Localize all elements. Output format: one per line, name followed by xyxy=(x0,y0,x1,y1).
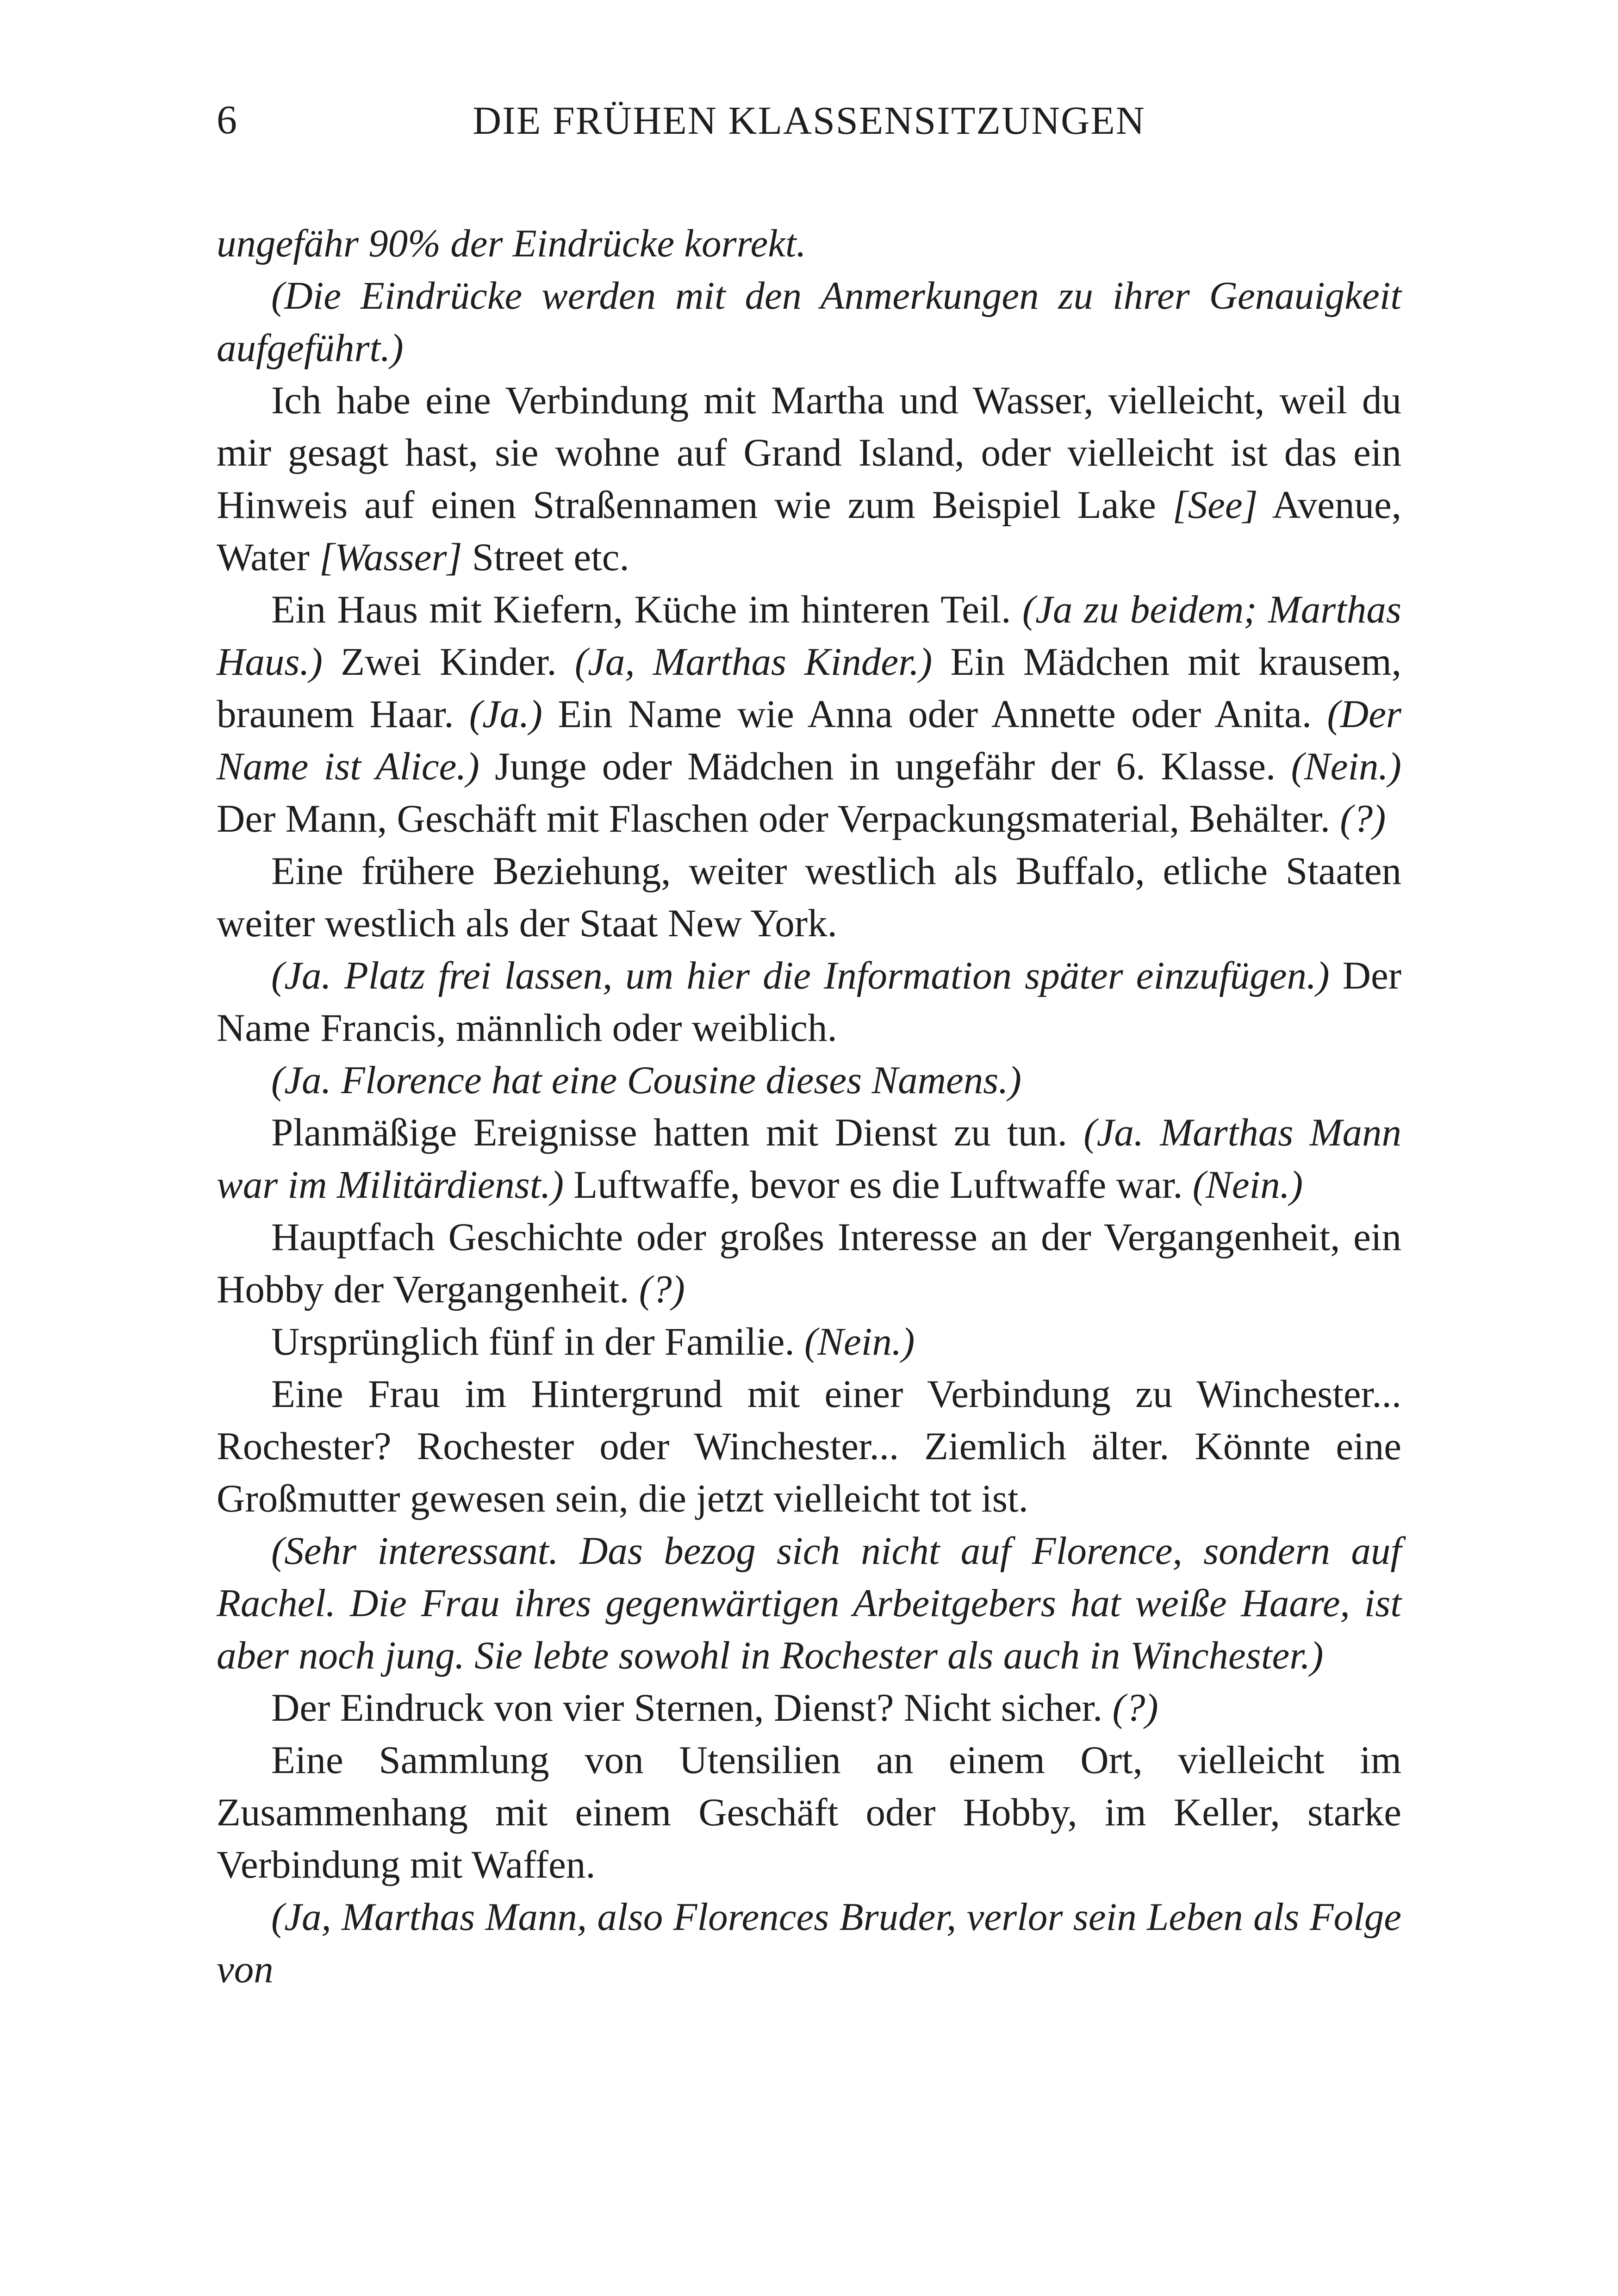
italic-annotation: (?) xyxy=(1112,1686,1158,1730)
text-segment: Eine Frau im Hintergrund mit einer Verbindung zu Winchester... Rochester? Rochester oder Winchester... Ziemlich älter. Könnte eine Großmutter gewesen sein, die jetzt vielleicht tot ist. xyxy=(217,1372,1401,1520)
body-text xyxy=(217,218,1401,1996)
text-segment: Street etc. xyxy=(462,535,629,579)
text-segment: Der Eindruck von vier Sternen, Dienst? Nicht sicher. xyxy=(271,1686,1113,1730)
italic-annotation: (Ja. Florence hat eine Cousine dieses Namens.) xyxy=(271,1058,1021,1102)
text-segment: Eine frühere Beziehung, weiter westlich als Buffalo, etliche Staaten weiter westlich als der Staat New York. xyxy=(217,849,1401,945)
italic-annotation: (Die Eindrücke werden mit den Anmerkungen zu ihrer Genauigkeit aufgeführt.) xyxy=(217,274,1401,370)
paragraph xyxy=(217,1107,1401,1211)
text-segment: Eine Sammlung von Utensilien an einem Ort, vielleicht im Zusammenhang mit einem Geschäft oder Hobby, im Keller, starke Verbindung mit Waffen. xyxy=(217,1738,1401,1886)
text-segment: Der Mann, Geschäft mit Flaschen oder Verpackungsmaterial, Behälter. xyxy=(217,797,1340,840)
paragraph xyxy=(217,374,1401,584)
italic-annotation: (Der Name ist Alice.) xyxy=(217,692,1401,788)
italic-annotation: (Ja, Marthas Mann, also Florences Bruder, verlor sein Leben als Folge von xyxy=(217,1895,1401,1991)
italic-annotation: (Nein.) xyxy=(1291,745,1401,788)
paragraph xyxy=(217,1054,1401,1107)
text-segment: Planmäßige Ereignisse hatten mit Dienst zu tun. xyxy=(271,1111,1084,1154)
italic-annotation: (Ja. Platz frei lassen, um hier die Information später einzufügen.) xyxy=(271,954,1330,997)
italic-annotation: (Nein.) xyxy=(1192,1163,1303,1207)
text-segment: Ursprünglich fünf in der Familie. xyxy=(271,1320,804,1363)
text-segment: Avenue, Water xyxy=(217,483,1401,579)
italic-annotation: (Ja. Marthas Mann war im Militärdienst.) xyxy=(217,1111,1401,1207)
text-segment: Der Name Francis, männlich oder weiblich. xyxy=(217,954,1401,1050)
paragraph xyxy=(217,1316,1401,1368)
italic-annotation: (?) xyxy=(639,1268,685,1311)
paragraph xyxy=(217,1891,1401,1996)
italic-annotation: [Wasser] xyxy=(319,535,462,579)
italic-annotation: (Ja, Marthas Kinder.) xyxy=(574,640,933,684)
paragraph xyxy=(217,1211,1401,1316)
paragraph xyxy=(217,584,1401,845)
page-header xyxy=(217,93,1401,148)
text-segment: Ich habe eine Verbindung mit Martha und Wasser, vielleicht, weil du mir gesagt hast, sie wohne auf Grand Island, oder vielleicht ist das ein Hinweis auf einen Straßennamen wie zum Beispiel Lake xyxy=(217,379,1401,527)
paragraph xyxy=(217,1525,1401,1682)
paragraph xyxy=(217,1734,1401,1891)
text-segment: Ein Haus mit Kiefern, Küche im hinteren Teil. xyxy=(271,588,1022,631)
text-segment: Hauptfach Geschichte oder großes Interesse an der Vergangenheit, ein Hobby der Vergangenheit. xyxy=(217,1215,1401,1311)
paragraph xyxy=(217,1368,1401,1525)
text-segment: Ein Name wie Anna oder Annette oder Anita. xyxy=(542,692,1327,736)
paragraph xyxy=(217,218,1401,270)
italic-annotation: [See] xyxy=(1172,483,1258,527)
paragraph xyxy=(217,1682,1401,1734)
paragraph xyxy=(217,950,1401,1054)
italic-annotation: (Ja zu beidem; Marthas Haus.) xyxy=(217,588,1401,684)
text-segment: Zwei Kinder. xyxy=(323,640,575,684)
text-segment: Ein Mädchen mit krausem, braunem Haar. xyxy=(217,640,1401,736)
italic-annotation: (Sehr interessant. Das bezog sich nicht auf Florence, sondern auf Rachel. Die Frau ihres gegenwärtigen Arbeitgebers hat weiße Haare, ist aber noch jung. Sie lebte sowohl in Rochester als auch in Winchester.) xyxy=(217,1529,1401,1677)
paragraph xyxy=(217,270,1401,374)
text-segment: Junge oder Mädchen in ungefähr der 6. Klasse. xyxy=(479,745,1291,788)
page-number: 6 xyxy=(217,98,237,143)
text-segment: Luftwaffe, bevor es die Luftwaffe war. xyxy=(564,1163,1193,1207)
running-title: DIE FRÜHEN KLASSENSITZUNGEN xyxy=(473,98,1145,143)
italic-annotation: (Nein.) xyxy=(804,1320,915,1363)
italic-annotation: (?) xyxy=(1340,797,1386,840)
paragraph xyxy=(217,845,1401,950)
italic-annotation: (Ja.) xyxy=(469,692,542,736)
italic-annotation: ungefähr 90% der Eindrücke korrekt. xyxy=(217,222,806,265)
